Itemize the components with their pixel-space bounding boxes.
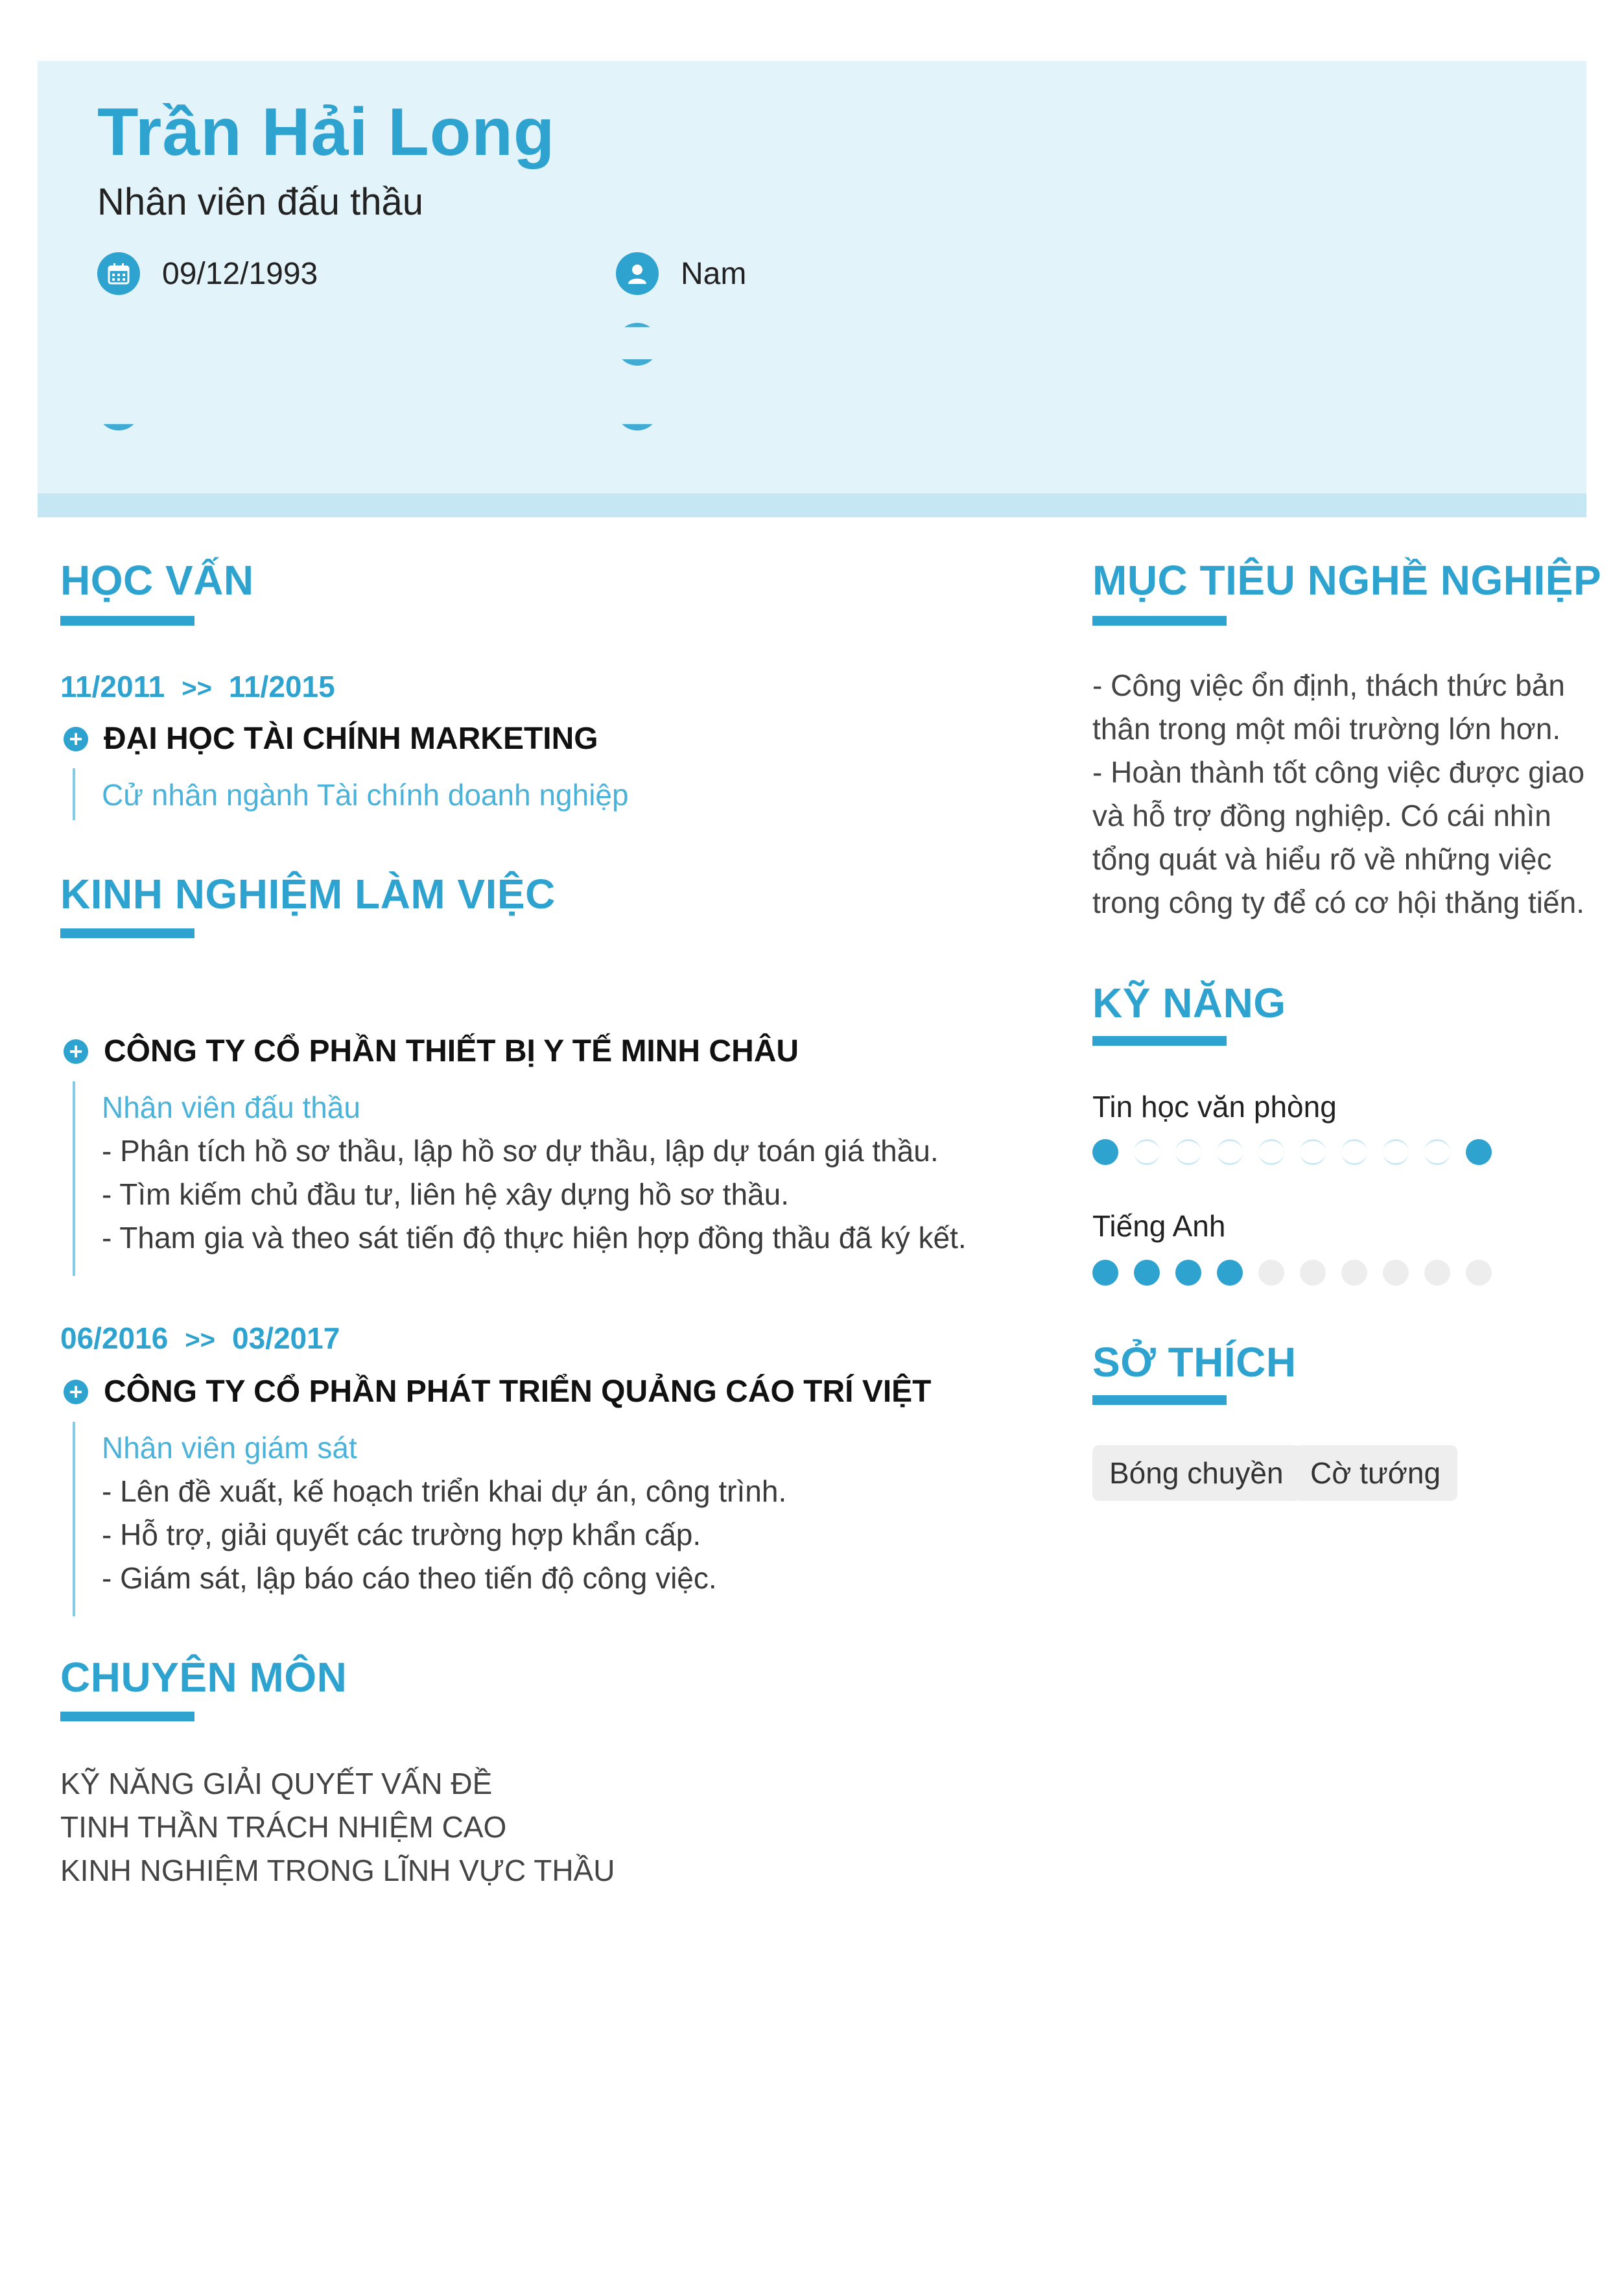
skill-dot [1466, 1260, 1492, 1286]
job-duty: - Lên đề xuất, kế hoạch triển khai dự án, công trình. [102, 1474, 787, 1508]
skills-title: KỸ NĂNG [1092, 980, 1286, 1026]
skill-dot [1424, 1139, 1450, 1165]
skill-dot [1383, 1139, 1409, 1165]
skill-dot [1175, 1139, 1201, 1165]
skill-dot [1217, 1139, 1243, 1165]
skill-dot [1300, 1260, 1326, 1286]
expertise-title: CHUYÊN MÔN [60, 1654, 347, 1701]
header-band [38, 493, 1586, 517]
job-duty: - Hỗ trợ, giải quyết các trường hợp khẩn cấp. [102, 1518, 701, 1551]
expertise-item: KINH NGHIỆM TRONG LĨNH VỰC THẦU [60, 1854, 615, 1887]
hobby-tag: Bóng chuyền [1092, 1445, 1300, 1501]
skill-dot [1383, 1260, 1409, 1286]
skill-rating [1092, 1139, 1507, 1165]
experience-entry-head [64, 1033, 799, 1069]
objective-line: trong công ty để có cơ hội thăng tiến. [1092, 886, 1584, 919]
date-separator: >> [182, 674, 212, 703]
plus-icon: + [64, 1380, 88, 1404]
degree-name: Cử nhân ngành Tài chính doanh nghiệp [102, 778, 629, 812]
experience-entry-bar [73, 1081, 75, 1276]
skill-dot [1258, 1260, 1284, 1286]
skill-dot [1217, 1260, 1243, 1286]
skill-dot [1258, 1139, 1284, 1165]
education-entry-bar [73, 768, 75, 820]
company-name: CÔNG TY CỔ PHẦN THIẾT BỊ Y TẾ MINH CHÂU [104, 1034, 799, 1068]
objective-title: MỤC TIÊU NGHỀ NGHIỆP [1092, 557, 1602, 604]
experience-date-to: 03/2017 [232, 1321, 340, 1355]
gender-value: Nam [681, 256, 747, 291]
experience-title: KINH NGHIỆM LÀM VIỆC [60, 871, 556, 917]
job-duty: - Phân tích hồ sơ thầu, lập hồ sơ dự thầu, lập dự toán giá thầu. [102, 1134, 939, 1168]
skill-dot [1341, 1260, 1367, 1286]
experience-entry-head [64, 1374, 932, 1409]
job-duty: - Tìm kiếm chủ đầu tư, liên hệ xây dựng hồ sơ thầu. [102, 1177, 789, 1211]
birthdate-value: 09/12/1993 [162, 256, 318, 291]
candidate-name: Trần Hải Long [97, 95, 556, 170]
education-entry-head [64, 721, 598, 757]
expertise-rule [60, 1712, 194, 1721]
objective-line: thân trong một môi trường lớn hơn. [1092, 712, 1561, 746]
candidate-position: Nhân viên đấu thầu [97, 181, 424, 223]
expertise-item: TINH THẦN TRÁCH NHIỆM CAO [60, 1810, 507, 1844]
skill-dot [1134, 1260, 1160, 1286]
skill-dot [1466, 1139, 1492, 1165]
hobbies-rule [1092, 1395, 1227, 1405]
job-role: Nhân viên đấu thầu [102, 1090, 360, 1124]
gender-row [616, 252, 746, 295]
skill-dot [1341, 1139, 1367, 1165]
skill-rating [1092, 1260, 1507, 1286]
objective-line: tổng quát và hiểu rõ về những việc [1092, 842, 1552, 876]
education-title: HỌC VẤN [60, 557, 254, 604]
skill-dot [1424, 1260, 1450, 1286]
objective-line: và hỗ trợ đồng nghiệp. Có cái nhìn [1092, 799, 1551, 832]
experience-date-from: 06/2016 [60, 1321, 169, 1355]
birthdate-row [97, 252, 318, 295]
skill-dot [1092, 1260, 1118, 1286]
education-date-to: 11/2015 [228, 670, 335, 703]
skill-name: Tiếng Anh [1092, 1209, 1226, 1243]
experience-rule [60, 928, 194, 938]
expertise-item: KỸ NĂNG GIẢI QUYẾT VẤN ĐỀ [60, 1767, 493, 1800]
job-duty: - Tham gia và theo sát tiến độ thực hiện hợp đồng thầu đã ký kết. [102, 1221, 967, 1255]
experience-entry-bar [73, 1422, 75, 1616]
company-name: CÔNG TY CỔ PHẦN PHÁT TRIỂN QUẢNG CÁO TRÍ VIỆT [104, 1374, 932, 1409]
education-rule [60, 616, 194, 626]
objective-line: - Công việc ổn định, thách thức bản [1092, 668, 1565, 702]
skill-dot [1175, 1260, 1201, 1286]
education-date-range [60, 669, 335, 704]
plus-icon: + [64, 1039, 88, 1064]
school-name: ĐẠI HỌC TÀI CHÍNH MARKETING [104, 722, 598, 756]
user-icon [616, 252, 659, 295]
plus-icon: + [64, 727, 88, 751]
job-role: Nhân viên giám sát [102, 1431, 357, 1465]
education-date-from: 11/2011 [60, 670, 165, 703]
skill-dot [1134, 1139, 1160, 1165]
skill-dot [1300, 1139, 1326, 1165]
skills-rule [1092, 1036, 1227, 1046]
date-separator: >> [185, 1326, 215, 1354]
job-duty: - Giám sát, lập báo cáo theo tiến độ công việc. [102, 1561, 717, 1595]
hobby-tag: Cờ tướng [1293, 1445, 1457, 1501]
hobbies-title: SỞ THÍCH [1092, 1339, 1297, 1385]
objective-rule [1092, 616, 1227, 626]
skill-dot [1092, 1139, 1118, 1165]
skill-name: Tin học văn phòng [1092, 1090, 1337, 1124]
experience-date-range [60, 1321, 340, 1356]
calendar-icon [97, 252, 140, 295]
objective-line: - Hoàn thành tốt công việc được giao [1092, 755, 1585, 789]
